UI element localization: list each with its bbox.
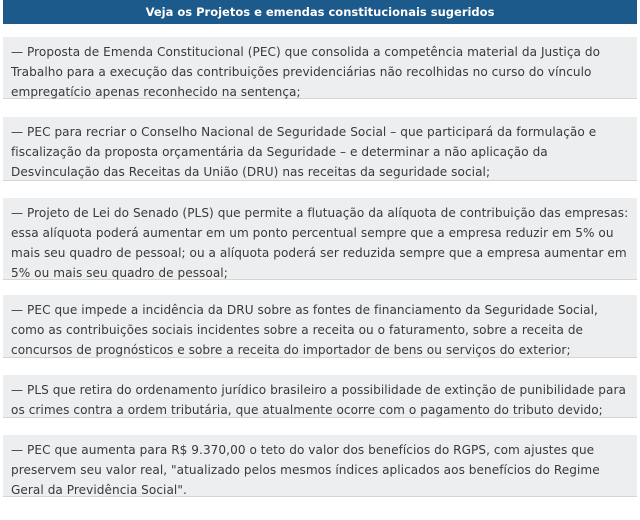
list-item: — Projeto de Lei do Senado (PLS) que permite a flutuação da alíquota de contribuição das empresas: essa alíquota poderá aumentar em um ponto percentual sempre que a empresa reduzir em 5% ou mais seu quadro de pessoal; ou a alíquota poderá ser reduzida sempre que a empresa aumentar em 5% ou mais seu quadro de pessoal;	[3, 198, 637, 280]
list-item: — PEC que aumenta para R$ 9.370,00 o teto do valor dos benefícios do RGPS, com ajustes que preservem seu valor real, "atualizado pelos mesmos índices aplicados aos benefícios do Regime Geral da Previdência Social".	[3, 435, 637, 497]
panel-title: Veja os Projetos e emendas constitucionais sugeridos	[3, 0, 637, 24]
list-item: — PEC que impede a incidência da DRU sobre as fontes de financiamento da Seguridade Social, como as contribuições sociais incidentes sobre a receita ou o faturamento, sobre a receita de concursos de prognósticos e sobre a receita do importador de bens ou serviços do exterior;	[3, 295, 637, 358]
list-item: — Proposta de Emenda Constitucional (PEC) que consolida a competência material da Justiça do Trabalho para a execução das contribuições previdenciárias não recolhidas no curso do vínculo empregatício apenas reconhecido na sentença;	[3, 37, 637, 99]
list-item: — PLS que retira do ordenamento jurídico brasileiro a possibilidade de extinção de punibilidade para os crimes contra a ordem tributária, que atualmente ocorre com o pagamento do tributo devido;	[3, 375, 637, 418]
list-item: — PEC para recriar o Conselho Nacional de Seguridade Social – que participará da formulação e fiscalização da proposta orçamentária da Seguridade – e determinar a não aplicação da Desvinculação das Receitas da União (DRU) nas receitas da seguridade social;	[3, 117, 637, 181]
